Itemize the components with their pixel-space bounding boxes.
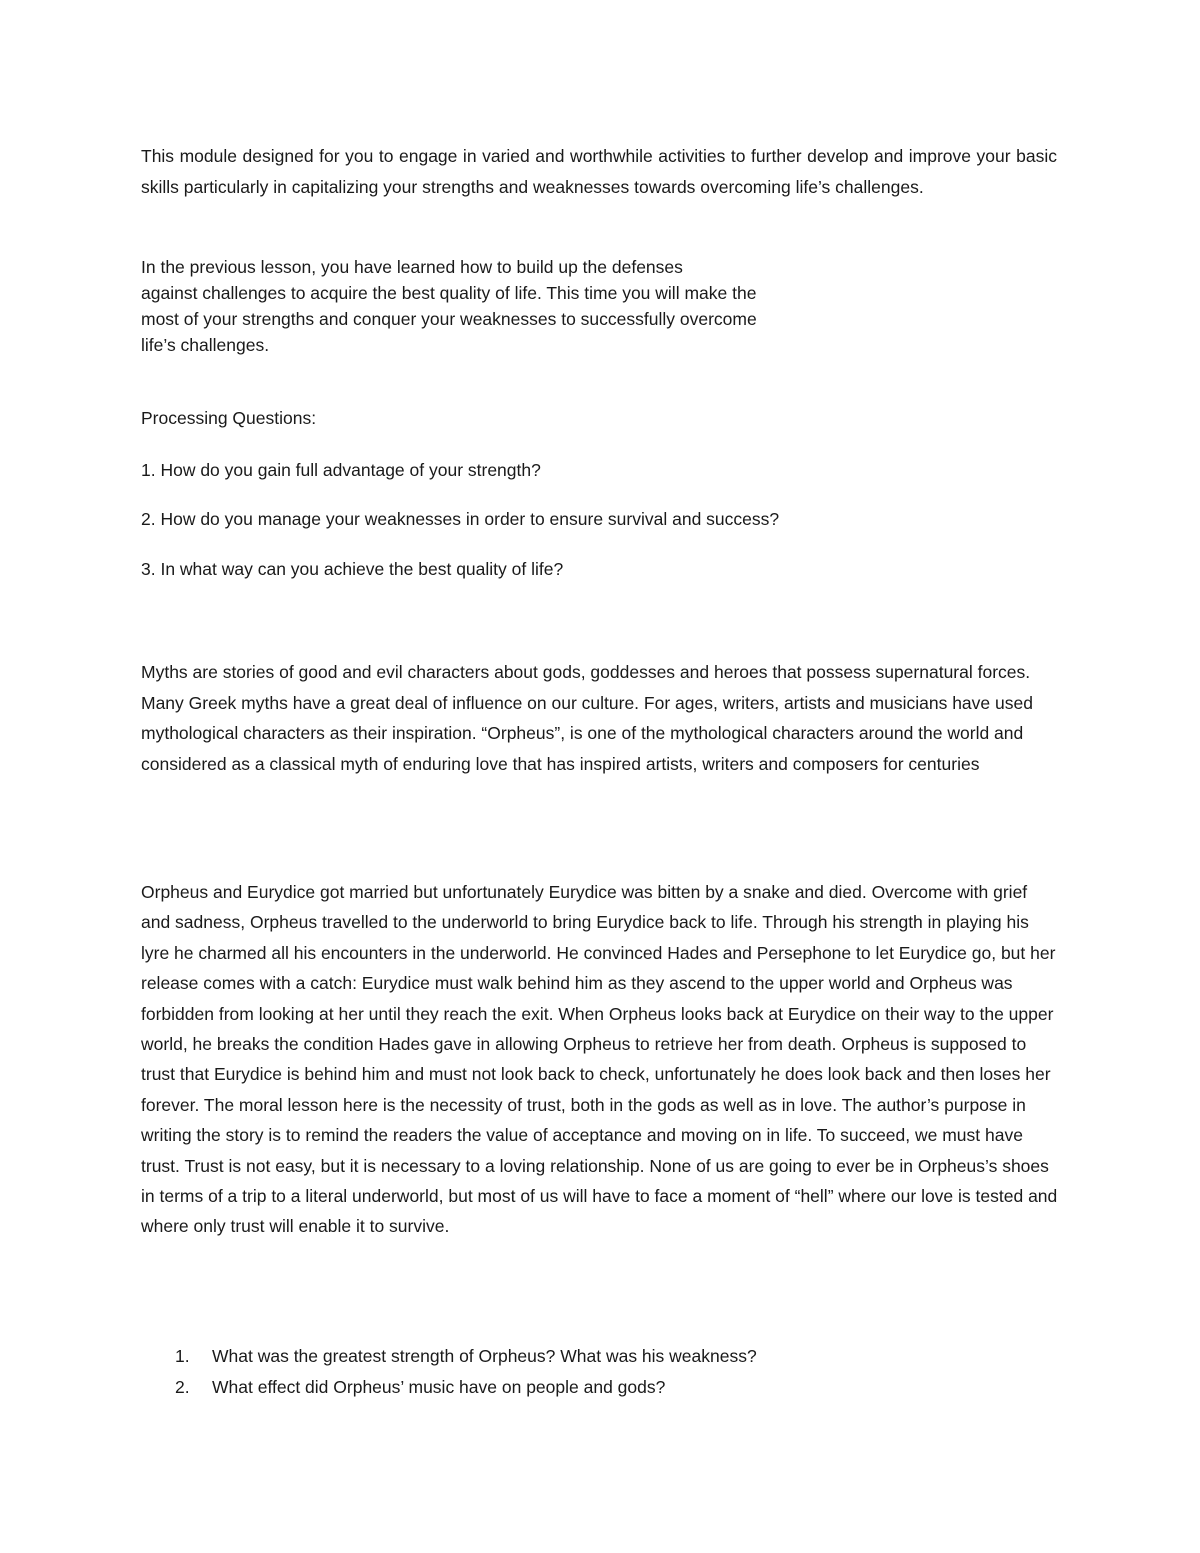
list-item: [141, 1374, 1041, 1405]
lesson-line: life’s challenges.: [141, 335, 270, 355]
processing-question-1: 1. How do you gain full advantage of your strength?: [141, 460, 541, 480]
previous-lesson-paragraph: [141, 254, 861, 358]
processing-question-2: 2. How do you manage your weaknesses in order to ensure survival and success?: [141, 509, 780, 529]
processing-question-3: 3. In what way can you achieve the best quality of life?: [141, 559, 564, 579]
list-item-number: 1.: [175, 1346, 190, 1366]
list-item: [141, 1343, 1041, 1374]
list-item-number: 2.: [175, 1377, 190, 1397]
final-questions-list: [141, 1343, 1041, 1405]
myths-paragraph: Myths are stories of good and evil characters about gods, goddesses and heroes that possess supernatural forces. Many Greek myths have a great deal of influence on our culture. For ages, writers, artists and musicians have used mythological characters as their inspiration. “Orpheus”, is one of the mythological characters around the world and considered as a classical myth of enduring love that has inspired artists, writers and composers for centuries: [141, 662, 1033, 774]
lesson-line: against challenges to acquire the best quality of life. This time you will make the: [141, 283, 757, 303]
processing-questions-heading: Processing Questions:: [141, 408, 317, 428]
intro-paragraph: This module designed for you to engage in varied and worthwhile activities to further develop and improve your basic skills particularly in capitalizing your strengths and weaknesses towards overcoming life’s challenges.: [141, 146, 1057, 197]
lesson-line: In the previous lesson, you have learned how to build up the defenses: [141, 257, 683, 277]
list-item-text: What effect did Orpheus’ music have on people and gods?: [212, 1377, 666, 1397]
list-item-text: What was the greatest strength of Orpheus? What was his weakness?: [212, 1346, 757, 1366]
lesson-line: most of your strengths and conquer your weaknesses to successfully overcome: [141, 309, 757, 329]
orpheus-story-paragraph: Orpheus and Eurydice got married but unfortunately Eurydice was bitten by a snake and died. Overcome with grief and sadness, Orpheus travelled to the underworld to bring Eurydice back to life. Through his strength in playing his lyre he charmed all his encounters in the underworld. He convinced Hades and Persephone to let Eurydice go, but her release comes with a catch: Eurydice must walk behind him as they ascend to the upper world and Orpheus was forbidden from looking at her until they reach the exit. When Orpheus looks back at Eurydice on their way to the upper world, he breaks the condition Hades gave in allowing Orpheus to retrieve her from death. Orpheus is supposed to trust that Eurydice is behind him and must not look back to check, unfortunately he does look back and then loses her forever. The moral lesson here is the necessity of trust, both in the gods as well as in love. The author’s purpose in writing the story is to remind the readers the value of acceptance and moving on in life. To succeed, we must have trust. Trust is not easy, but it is necessary to a loving relationship. None of us are going to ever be in Orpheus’s shoes in terms of a trip to a literal underworld, but most of us will have to face a moment of “hell” where our love is tested and where only trust will enable it to survive.: [141, 882, 1058, 1237]
